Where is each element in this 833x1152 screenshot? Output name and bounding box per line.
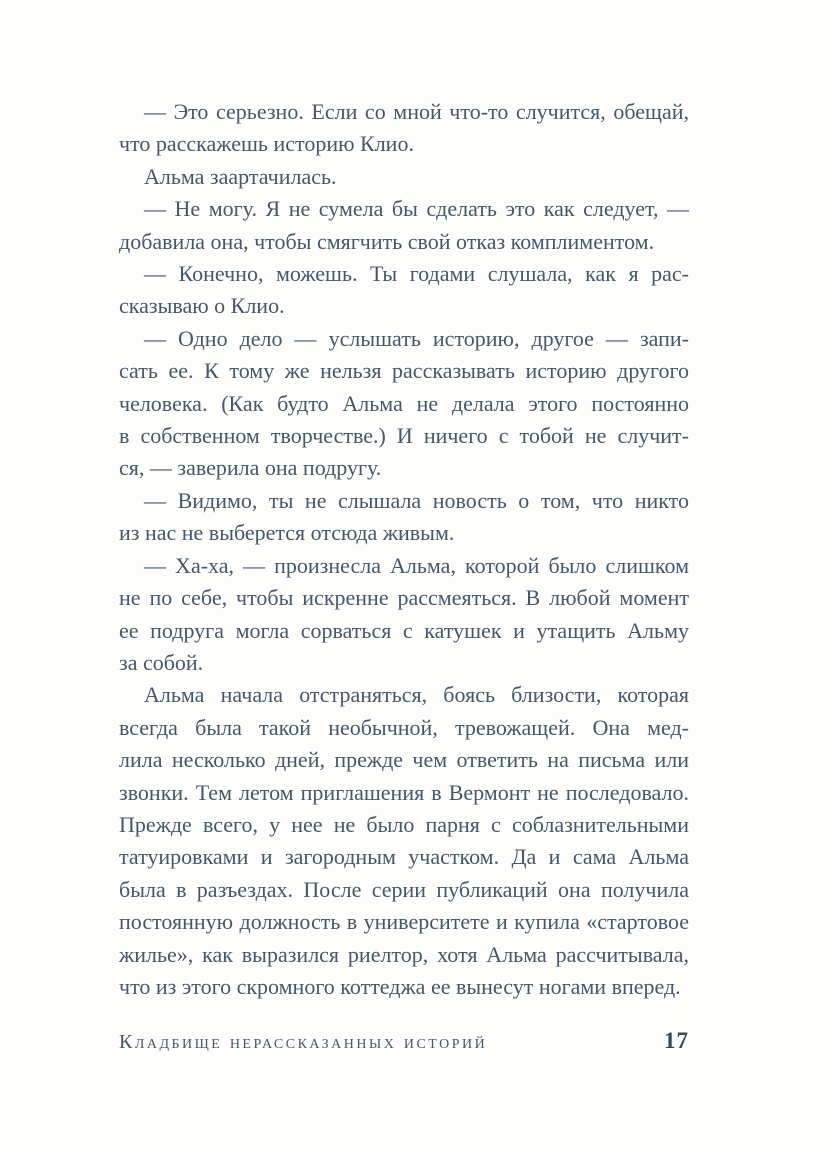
text-line: ся, — заверила она подругу.	[119, 455, 382, 481]
text-line: за собой.	[119, 649, 204, 675]
text-line: ее подруга могла сорваться с катушек и утащить Альму	[119, 617, 689, 643]
text-line: в собственном творчестве.) И ничего с тобой не случит-	[119, 423, 689, 449]
paragraph	[119, 323, 689, 485]
page-text	[119, 96, 689, 1003]
paragraph	[119, 485, 689, 550]
running-title: Кладбище нерассказанных историй	[119, 1031, 488, 1053]
text-line: что из этого скромного коттеджа ее вынесут ногами вперед.	[119, 973, 681, 999]
text-line: постоянную должность в университете и купила «стартовое	[119, 909, 689, 935]
text-line: — Одно дело — услышать историю, другое — запи-	[144, 325, 689, 351]
text-line: добавила она, чтобы смягчить свой отказ комплиментом.	[119, 228, 655, 254]
text-line: сказываю о Клио.	[119, 293, 285, 319]
text-line: не по себе, чтобы искренне рассмеяться. В любой момент	[119, 585, 689, 611]
text-line: звонки. Тем летом приглашения в Вермонт не последовало.	[119, 779, 689, 805]
page-footer	[119, 1028, 689, 1054]
text-line: лила несколько дней, прежде чем ответить на письма или	[119, 747, 689, 773]
text-line: — Это серьезно. Если со мной что-то случится, обещай,	[144, 99, 689, 124]
paragraph	[119, 258, 689, 323]
paragraph	[119, 679, 689, 1003]
text-line: была в разъездах. После серии публикаций она получила	[119, 876, 689, 902]
text-line: — Видимо, ты не слышала новость о том, что никто	[144, 487, 689, 513]
text-line: — Конечно, можешь. Ты годами слушала, как я рас-	[144, 261, 689, 287]
text-line: татуировками и загородным участком. Да и сама Альма	[119, 844, 689, 870]
text-line: всегда была такой необычной, тревожащей. Она мед-	[119, 714, 689, 740]
page-number: 17	[664, 1028, 689, 1053]
text-line: человека. (Как будто Альма не делала этого постоянно	[119, 390, 689, 416]
text-line: Альма заартачилась.	[144, 163, 337, 189]
text-line: из нас не выберется отсюда живым.	[119, 520, 455, 546]
paragraph	[119, 96, 689, 161]
paragraph	[119, 161, 689, 193]
text-line: — Не могу. Я не сумела бы сделать это как следует, —	[144, 196, 689, 222]
text-line: что расскажешь историю Клио.	[119, 131, 414, 157]
text-line: Прежде всего, у нее не было парня с соблазнительными	[119, 811, 689, 837]
text-line: сать ее. К тому же нельзя рассказывать историю другого	[119, 358, 689, 384]
paragraph	[119, 550, 689, 680]
text-line: жилье», как выразился риелтор, хотя Альма рассчитывала,	[119, 941, 689, 967]
text-line: — Ха-ха, — произнесла Альма, которой было слишком	[144, 552, 689, 578]
text-line: Альма начала отстраняться, боясь близости, которая	[144, 682, 689, 708]
paragraph	[119, 193, 689, 258]
